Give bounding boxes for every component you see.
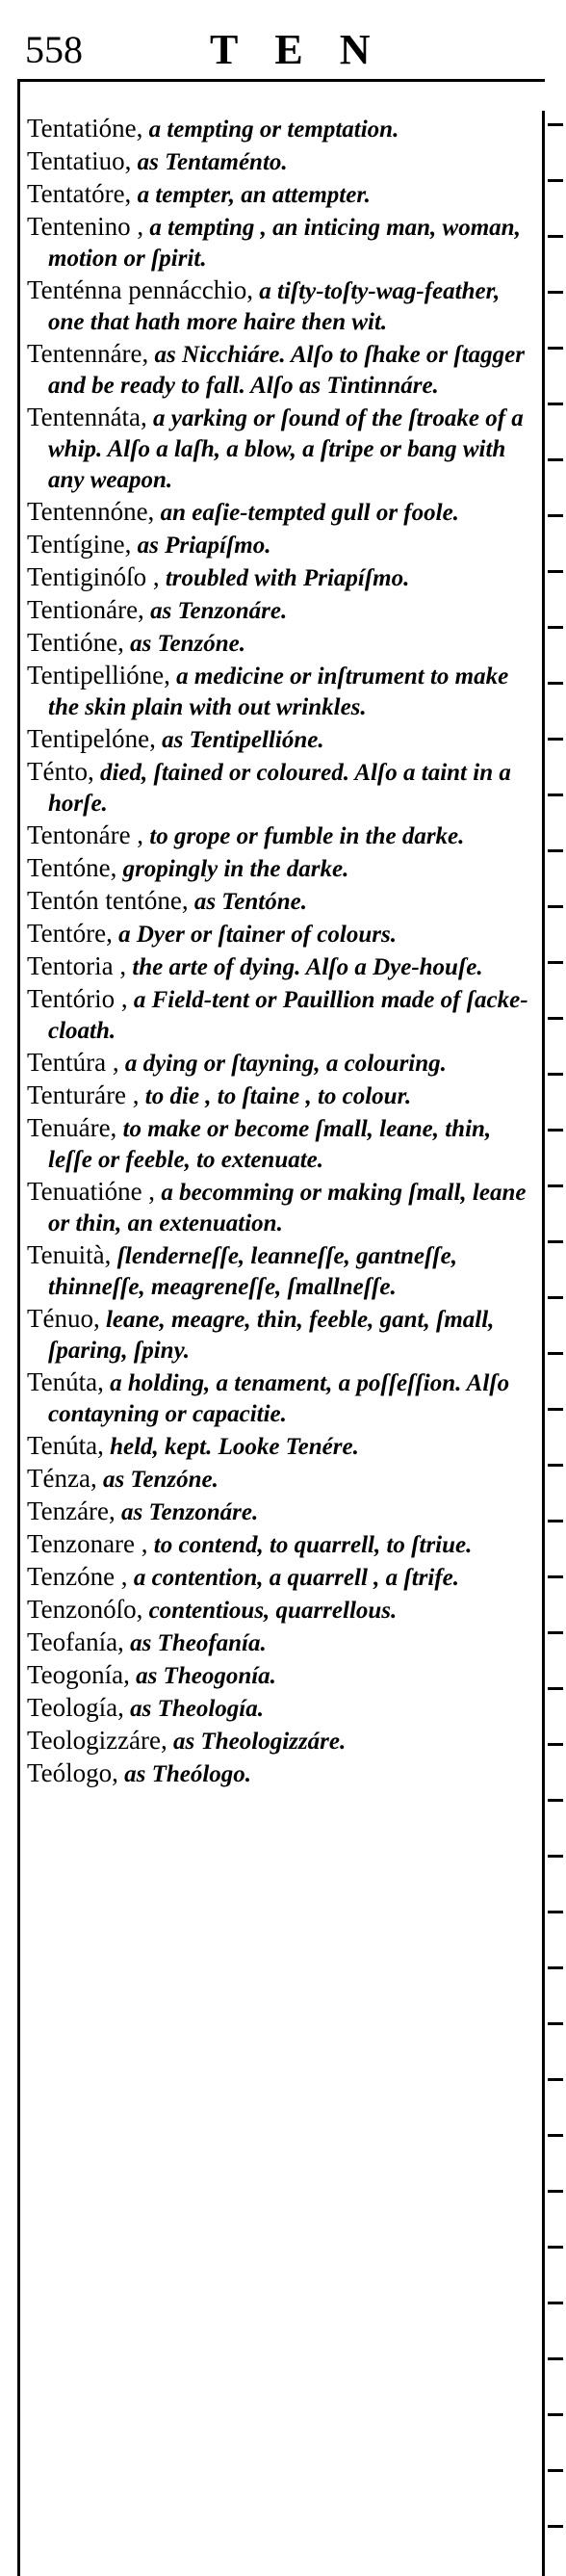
dictionary-entry bbox=[27, 1496, 535, 1527]
dictionary-entry bbox=[27, 1758, 535, 1789]
entry-definition: a dying or ſtayning, a colouring. bbox=[118, 1051, 447, 1077]
entry-definition: as Tenzonáre. bbox=[143, 598, 288, 624]
entry-headword: Tenuatióne , bbox=[27, 1177, 156, 1206]
column-fragment-mark bbox=[548, 1911, 563, 1913]
column-fragment-mark bbox=[548, 1240, 563, 1243]
entry-definition: a yarking or ſound of the ſtroake of a whip. Alſo a laſh, a blow, a ſtripe or bang with any weapon. bbox=[48, 405, 524, 493]
column-rule bbox=[542, 111, 545, 2576]
entry-definition: gropingly in the darke. bbox=[116, 856, 349, 882]
entry-definition: as Theogonía. bbox=[129, 1663, 276, 1689]
entry-definition: as Theólogo. bbox=[117, 1761, 252, 1787]
dictionary-entry bbox=[27, 1726, 535, 1756]
column-fragment-mark bbox=[548, 2022, 563, 2025]
dictionary-entry bbox=[27, 951, 535, 982]
dictionary-entry bbox=[27, 497, 535, 528]
column-fragment-mark bbox=[548, 1296, 563, 1299]
column-fragment-mark bbox=[548, 1129, 563, 1132]
column-fragment-mark bbox=[548, 1855, 563, 1858]
dictionary-entry bbox=[27, 212, 535, 273]
left-frame-rule bbox=[17, 82, 20, 2576]
entry-headword: Tentório , bbox=[27, 984, 128, 1013]
entry-headword: Tenzáre, bbox=[27, 1496, 116, 1525]
entry-headword: Tenúta, bbox=[27, 1367, 104, 1396]
dictionary-entry bbox=[27, 114, 535, 144]
entry-definition: the arte of dying. Alſo a Dye-houſe. bbox=[126, 954, 483, 980]
entry-definition: as Tenzóne. bbox=[96, 1467, 219, 1493]
entry-headword: Tenténna pennácchio, bbox=[27, 275, 253, 304]
dictionary-entry bbox=[27, 1113, 535, 1175]
column-fragment-mark bbox=[548, 682, 563, 685]
dictionary-entry bbox=[27, 1304, 535, 1366]
column-fragment-mark bbox=[548, 2525, 563, 2528]
entry-definition: to die , to ſtaine , to colour. bbox=[139, 1083, 412, 1109]
entry-headword: Tentúra , bbox=[27, 1048, 119, 1077]
entry-definition: a Dyer or ſtainer of colours. bbox=[112, 922, 397, 948]
entry-definition: a holding, a tenament, a poſſeſſion. Alſo contayning or capacitie. bbox=[48, 1370, 510, 1427]
dictionary-entry bbox=[27, 339, 535, 401]
entry-definition: as Tenzonáre. bbox=[115, 1499, 259, 1525]
entry-definition: troubled with Priapíſmo. bbox=[159, 565, 410, 591]
entry-headword: Teogonía, bbox=[27, 1660, 130, 1689]
entry-definition: as Theofanía. bbox=[123, 1630, 267, 1656]
entry-headword: Tentenino , bbox=[27, 212, 144, 241]
entry-headword: Tentennáta, bbox=[27, 403, 147, 431]
column-fragment-mark bbox=[548, 2357, 563, 2360]
column-fragment-mark bbox=[548, 2078, 563, 2081]
column-fragment-mark bbox=[548, 2134, 563, 2137]
column-fragment-mark bbox=[548, 235, 563, 238]
column-fragment-mark bbox=[548, 123, 563, 126]
dictionary-entry bbox=[27, 595, 535, 626]
dictionary-entry bbox=[27, 628, 535, 659]
dictionary-entry bbox=[27, 984, 535, 1046]
dictionary-entry bbox=[27, 1627, 535, 1658]
column-fragment-mark bbox=[548, 2302, 563, 2304]
entry-headword: Tentóne, bbox=[27, 853, 117, 882]
entry-definition: as Tentipellióne. bbox=[155, 727, 324, 753]
column-fragment-mark bbox=[548, 2413, 563, 2416]
entry-list bbox=[27, 114, 535, 1791]
column-fragment-mark bbox=[548, 626, 563, 629]
column-fragment-mark bbox=[548, 849, 563, 852]
dictionary-entry bbox=[27, 1431, 535, 1462]
column-fragment-mark bbox=[548, 1743, 563, 1746]
entry-headword: Tenuità, bbox=[27, 1240, 112, 1269]
column-fragment-mark bbox=[548, 347, 563, 350]
entry-headword: Tenturáre , bbox=[27, 1080, 140, 1109]
entry-definition: as Nicchiáre. Alſo to ſhake or ſtagger and be ready to fall. Alſo as Tintinnáre. bbox=[48, 342, 526, 399]
entry-definition: a contention, a quarrell , a ſtrife. bbox=[127, 1565, 460, 1591]
dictionary-entry bbox=[27, 1660, 535, 1691]
dictionary-entry bbox=[27, 724, 535, 755]
entry-definition: to make or become ſmall, leane, thin, leſſe or feeble, to extenuate. bbox=[48, 1116, 492, 1173]
column-fragment-mark bbox=[548, 1575, 563, 1578]
dictionary-entry bbox=[27, 661, 535, 722]
entry-definition: as Theología. bbox=[123, 1696, 264, 1722]
column-fragment-mark bbox=[548, 1184, 563, 1187]
column-fragment-mark bbox=[548, 738, 563, 741]
entry-definition: a Field-tent or Pauillion made of ſacke-cloath. bbox=[48, 987, 528, 1044]
entry-headword: Teólogo, bbox=[27, 1758, 118, 1787]
dictionary-entry bbox=[27, 1048, 535, 1079]
column-fragment-mark bbox=[548, 961, 563, 964]
column-fragment-mark bbox=[548, 1017, 563, 1020]
dictionary-entry bbox=[27, 1595, 535, 1626]
entry-definition: ſlenderneſſe, leanneſſe, gantneſſe, thinneſſe, meagreneſſe, ſmallneſſe. bbox=[48, 1243, 457, 1300]
running-head: TEN bbox=[210, 26, 407, 73]
entry-definition: as Theologizzáre. bbox=[167, 1729, 347, 1755]
entry-definition: a becomming or making ſmall, leane or thin, an extenuation. bbox=[48, 1180, 527, 1236]
entry-headword: Tentionáre, bbox=[27, 595, 144, 624]
entry-definition: a tempting or temptation. bbox=[142, 117, 399, 143]
entry-definition: a tiſty-toſty-wag-feather, one that hath more haire then wit. bbox=[48, 278, 501, 335]
entry-headword: Ténto, bbox=[27, 757, 94, 786]
entry-headword: Ténuo, bbox=[27, 1304, 100, 1333]
entry-headword: Tentatiuo, bbox=[27, 146, 132, 175]
dictionary-entry bbox=[27, 853, 535, 884]
entry-headword: Tentóre, bbox=[27, 919, 113, 948]
entry-headword: Ténza, bbox=[27, 1464, 97, 1493]
column-fragment-mark bbox=[548, 291, 563, 294]
entry-definition: an eaſie-tempted gull or foole. bbox=[154, 500, 459, 526]
page-header bbox=[17, 21, 537, 79]
entry-definition: as Priapíſmo. bbox=[131, 533, 271, 559]
entry-definition: as Tentaménto. bbox=[131, 149, 288, 175]
entry-definition: to contend, to quarrell, to ſtriue. bbox=[147, 1532, 473, 1558]
entry-headword: Teofanía, bbox=[27, 1627, 124, 1656]
entry-headword: Tenzóne , bbox=[27, 1562, 128, 1591]
entry-definition: contentious, quarrellous. bbox=[142, 1598, 398, 1624]
dictionary-entry bbox=[27, 1367, 535, 1429]
entry-headword: Tenuáre, bbox=[27, 1113, 117, 1142]
dictionary-entry bbox=[27, 1080, 535, 1111]
entry-definition: as Tenzóne. bbox=[123, 631, 246, 657]
column-fragment-mark bbox=[548, 794, 563, 796]
entry-headword: Tentipellióne, bbox=[27, 661, 170, 690]
dictionary-entry bbox=[27, 562, 535, 593]
entry-headword: Tentennáre, bbox=[27, 339, 149, 368]
dictionary-entry bbox=[27, 1177, 535, 1238]
column-fragment-mark bbox=[548, 1631, 563, 1634]
dictionary-entry bbox=[27, 820, 535, 851]
page-number: 558 bbox=[25, 28, 83, 71]
entry-headword: Tentennóne, bbox=[27, 497, 155, 526]
column-fragment-mark bbox=[548, 1520, 563, 1522]
column-fragment-mark bbox=[548, 514, 563, 517]
column-fragment-mark bbox=[548, 1352, 563, 1355]
entry-headword: Tentatóre, bbox=[27, 179, 132, 208]
column-fragment-mark bbox=[548, 2469, 563, 2472]
entry-headword: Tenzonare , bbox=[27, 1529, 148, 1558]
entry-headword: Tenzonóſo, bbox=[27, 1595, 143, 1624]
entry-headword: Tentiginóſo , bbox=[27, 562, 160, 591]
column-fragment-mark bbox=[548, 570, 563, 573]
column-fragment-mark bbox=[548, 1073, 563, 1076]
header-rule bbox=[17, 79, 545, 82]
dictionary-entry bbox=[27, 275, 535, 337]
dictionary-entry bbox=[27, 179, 535, 210]
dictionary-entry bbox=[27, 1240, 535, 1302]
entry-headword: Tentióne, bbox=[27, 628, 124, 657]
entry-headword: Tentatióne, bbox=[27, 114, 143, 143]
dictionary-entry bbox=[27, 1529, 535, 1560]
entry-headword: Teología, bbox=[27, 1693, 124, 1722]
dictionary-entry bbox=[27, 757, 535, 819]
entry-definition: a tempting , an inticing man, woman, motion or ſpirit. bbox=[48, 215, 521, 272]
entry-headword: Tentoria , bbox=[27, 951, 127, 980]
column-fragment-mark bbox=[548, 905, 563, 908]
entry-definition: leane, meagre, thin, feeble, gant, ſmall, ſparing, ſpiny. bbox=[48, 1307, 495, 1364]
dictionary-entry bbox=[27, 146, 535, 177]
entry-headword: Tentón tentóne, bbox=[27, 886, 189, 915]
entry-headword: Tentipelóne, bbox=[27, 724, 156, 753]
column-fragment-mark bbox=[548, 1799, 563, 1802]
entry-definition: held, kept. Looke Tenére. bbox=[103, 1434, 359, 1460]
dictionary-entry bbox=[27, 886, 535, 917]
column-fragment-mark bbox=[548, 458, 563, 461]
column-fragment-mark bbox=[548, 1464, 563, 1467]
dictionary-entry bbox=[27, 403, 535, 495]
entry-definition: a tempter, an attempter. bbox=[131, 182, 371, 208]
entry-headword: Tenúta, bbox=[27, 1431, 104, 1460]
column-fragment-mark bbox=[548, 1966, 563, 1969]
column-fragment-mark bbox=[548, 179, 563, 182]
entry-definition: to grope or fumble in the darke. bbox=[143, 823, 465, 849]
dictionary-entry bbox=[27, 1464, 535, 1495]
column-fragment-mark bbox=[548, 1687, 563, 1690]
dictionary-entry bbox=[27, 530, 535, 560]
dictionary-entry bbox=[27, 919, 535, 950]
entry-headword: Tentonáre , bbox=[27, 820, 144, 849]
column-fragment-mark bbox=[548, 403, 563, 405]
entry-headword: Tentígine, bbox=[27, 530, 132, 559]
column-fragment-mark bbox=[548, 2190, 563, 2193]
dictionary-entry bbox=[27, 1562, 535, 1593]
column-fragment-mark bbox=[548, 1408, 563, 1411]
entry-definition: died, ſtained or coloured. Alſo a taint in a horſe. bbox=[48, 760, 511, 817]
column-fragment-mark bbox=[548, 2246, 563, 2249]
entry-definition: as Tentóne. bbox=[188, 889, 307, 915]
entry-headword: Teologizzáre, bbox=[27, 1726, 167, 1755]
entry-definition: a medicine or inſtrument to make the skin plain with out wrinkles. bbox=[48, 664, 509, 720]
dictionary-entry bbox=[27, 1693, 535, 1724]
